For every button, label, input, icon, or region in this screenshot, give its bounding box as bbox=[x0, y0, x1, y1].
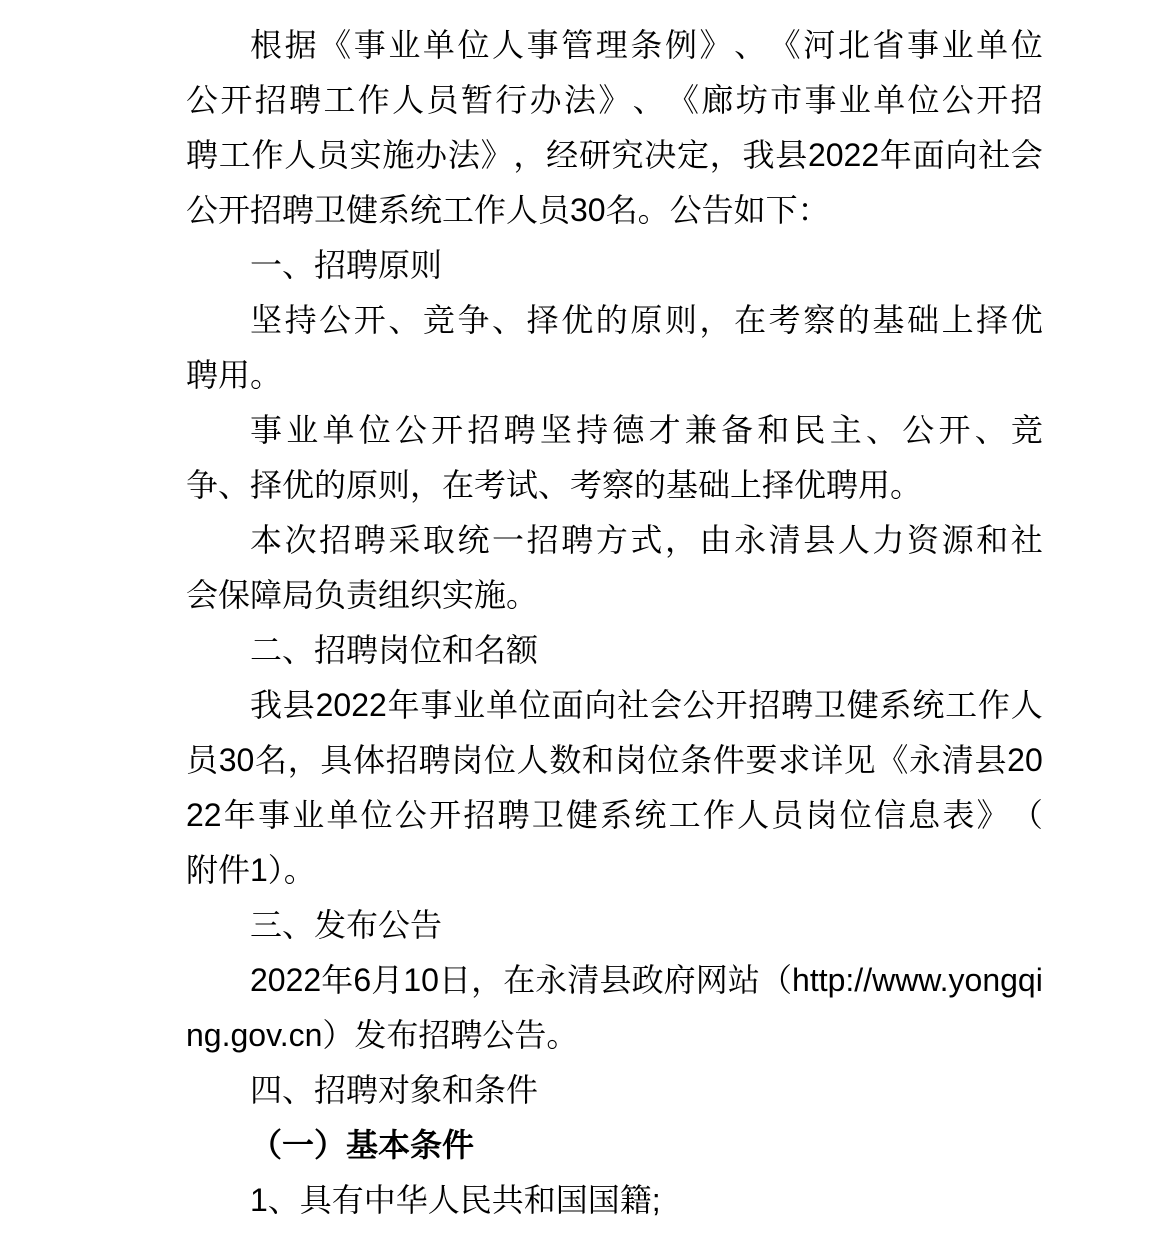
text-line: 根 据 《 事 业 单 位 人 事 管 理 条 例 》 、 《 河 北 省 事 业 单 位 bbox=[250, 27, 1043, 63]
text-line: 22 年 事 业 单 位 公 开 招 聘 卫 健 系 统 工 作 人 员 岗 位 信 息 表 》 （ bbox=[186, 797, 1043, 833]
text-line: 聘用。 bbox=[186, 357, 283, 393]
text-line: 我 县 2022 年 事 业 单 位 面 向 社 会 公 开 招 聘 卫 健 系 统 工 作 人 bbox=[250, 687, 1043, 723]
text-line: 本 次 招 聘 采 取 统 一 招 聘 方 式 ， 由 永 清 县 人 力 资 源 和 社 bbox=[250, 522, 1043, 558]
text-line: 争、择优的原则，在考试、考察的基础上择优聘用。 bbox=[186, 467, 923, 503]
text-line: 三、发布公告 bbox=[250, 907, 443, 943]
text-line: 2022 年 6 月 10 日 ， 在 永 清 县 政 府 网 站 （ http://www.yongqi bbox=[250, 962, 1043, 998]
text-line: 附件1）。 bbox=[186, 852, 316, 888]
text-line: 事 业 单 位 公 开 招 聘 坚 持 德 才 兼 备 和 民 主 、 公 开 、 竞 bbox=[250, 412, 1043, 448]
text-line: ng.gov.cn）发布招聘公告。 bbox=[186, 1017, 579, 1053]
text-line: 公开招聘卫健系统工作人员30名。公告如下： bbox=[186, 192, 830, 228]
text-line: 二、招聘岗位和名额 bbox=[250, 632, 539, 668]
text-line: 一、招聘原则 bbox=[250, 247, 443, 283]
text-line: 会保障局负责组织实施。 bbox=[186, 577, 539, 613]
text-line: （一）基本条件 bbox=[250, 1127, 475, 1163]
text-line: 四、招聘对象和条件 bbox=[250, 1072, 539, 1108]
text-line: 公 开 招 聘 工 作 人 员 暂 行 办 法 》 、 《 廊 坊 市 事 业 单 位 公 开 招 bbox=[186, 82, 1043, 118]
text-line: 1、具有中华人民共和国国籍; bbox=[250, 1182, 661, 1218]
text-line: 坚 持 公 开 、 竞 争 、 择 优 的 原 则 ， 在 考 察 的 基 础 上 择 优 bbox=[250, 302, 1043, 338]
document-body bbox=[186, 18, 1043, 1228]
text-line: 员 30 名 ， 具 体 招 聘 岗 位 人 数 和 岗 位 条 件 要 求 详 见 《 永 清 县 20 bbox=[186, 742, 1043, 778]
text-line: 聘 工 作 人 员 实 施 办 法 》 ， 经 研 究 决 定 ， 我 县 2022 年 面 向 社 会 bbox=[186, 137, 1043, 173]
